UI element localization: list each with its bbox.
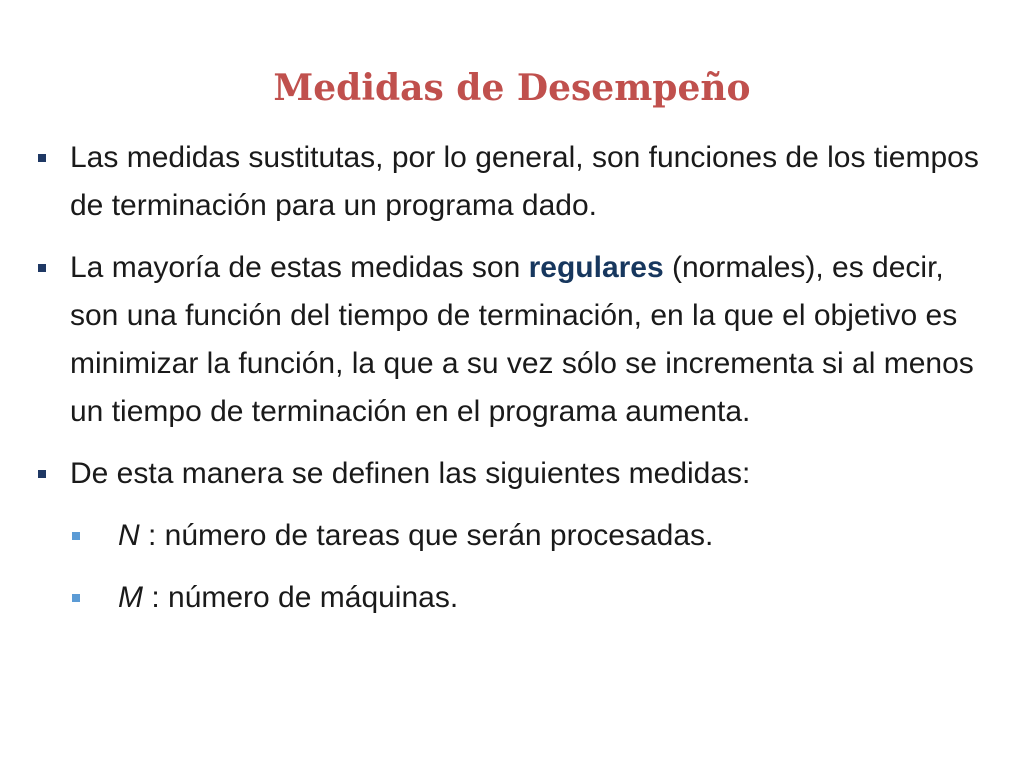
square-bullet-icon — [70, 512, 118, 560]
sub-bullet-item — [70, 574, 996, 622]
bullet-text — [70, 244, 996, 436]
square-bullet-icon — [70, 574, 118, 622]
slide-content — [36, 134, 996, 636]
square-bullet-icon — [36, 244, 70, 292]
variable-description: : número de tareas que serán procesadas. — [139, 519, 714, 552]
variable-description: : número de máquinas. — [143, 581, 459, 614]
bullet-text: Las medidas sustitutas, por lo general, son funciones de los tiempos de terminación para un programa dado. — [70, 141, 979, 222]
bullet-item — [36, 244, 996, 436]
variable-name: M — [118, 581, 143, 614]
bullet-item — [36, 134, 996, 230]
highlighted-term: regulares — [528, 251, 664, 284]
variable-name: N — [118, 519, 140, 552]
square-bullet-icon — [36, 134, 70, 182]
sub-bullet-text — [118, 512, 996, 560]
bullet-text: De esta manera se definen las siguientes medidas: — [70, 457, 751, 490]
sub-bullet-text — [118, 574, 996, 622]
bullet-item — [36, 450, 996, 498]
slide-title: Medidas de Desempeño — [273, 67, 751, 109]
bullet-text-after: (normales), es decir, son una función del tiempo de terminación, en la que el objetivo es minimizar la función, la que a su vez sólo se incrementa si al menos un tiempo de terminación en el programa aumenta. — [70, 251, 974, 428]
square-bullet-icon — [36, 450, 70, 498]
bullet-text-before: La mayoría de estas medidas son — [70, 251, 529, 284]
sub-bullet-item — [70, 512, 996, 560]
